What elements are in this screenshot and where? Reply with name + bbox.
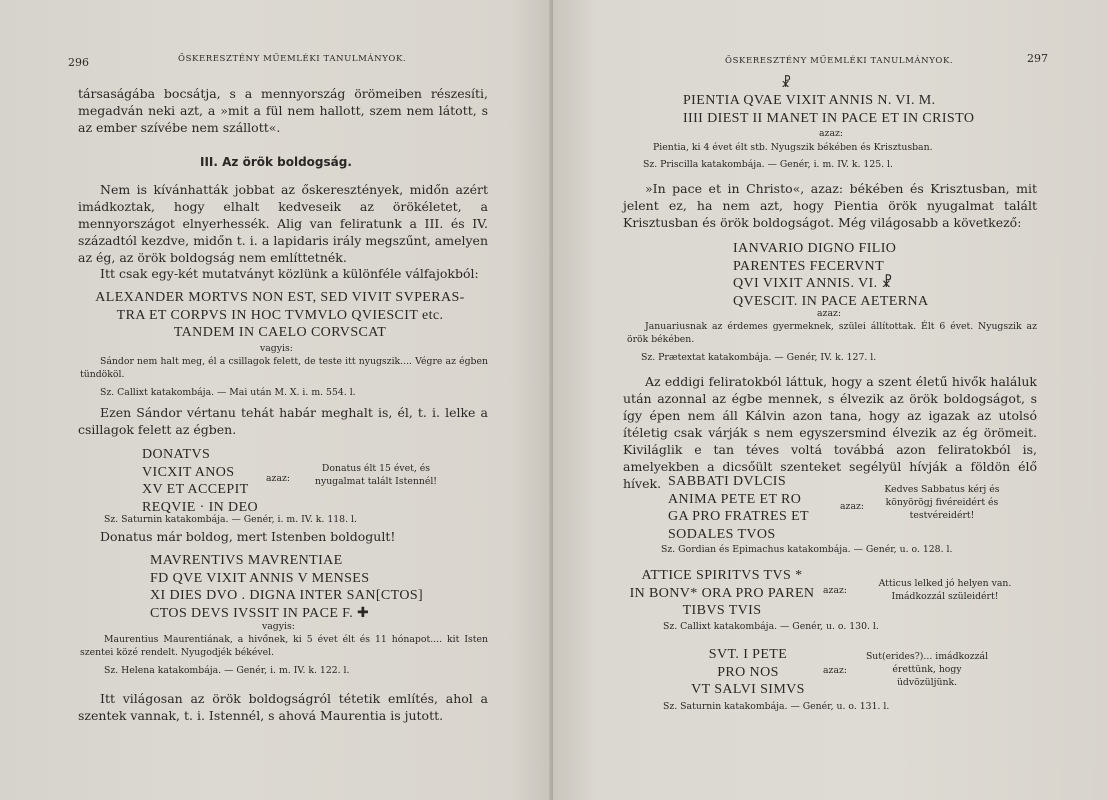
section-heading: III. Az örök boldogság. — [200, 155, 352, 169]
inscription — [683, 92, 974, 127]
inscription-line: GA PRO FRATRES ET — [668, 509, 809, 524]
inscription-line: TRA ET CORPVS IN HOC TVMVLO QVIESCIT etc. — [116, 307, 444, 323]
inscription — [106, 446, 258, 516]
source-citation: Sz. Callixt katakombája. — Genér, u. o. 130. l. — [663, 621, 879, 632]
intro-paragraph: társaságába bocsátja, s a mennyország örömeiben részesíti, megadván neki azt, a »mit a fül nem hallott, szem nem látott, s az ember szívébe nem szállott«. — [78, 86, 488, 135]
page-number: 297 — [1027, 52, 1048, 65]
inscription-line: DONATVS — [142, 447, 211, 462]
azaz-label: azaz: — [819, 128, 844, 139]
right-page — [553, 0, 1107, 800]
source-citation: Sz. Priscilla katakombája. — Genér, i. m. IV. k. 125. l. — [643, 159, 893, 170]
source-citation: Sz. Callixt katakombája. — Mai után M. X. i. m. 554. l. — [100, 387, 356, 398]
inscription — [623, 567, 821, 620]
inscription-line: SVT. I PETE — [708, 647, 788, 662]
inscription-line: PIENTIA QVAE VIXIT ANNIS N. VI. M. — [683, 93, 936, 108]
source-citation: Sz. Saturnin katakombája. — Genér, i. m. IV. k. 118. l. — [104, 514, 357, 525]
inscription-line: ALEXANDER MORTVS NON EST, SED VIVIT SVPERAS- — [95, 290, 465, 305]
translation: Kedves Sabbatus kérj és könyörögj fivéreidért és testvéreidért! — [884, 484, 1000, 521]
source-citation: Sz. Helena katakombája. — Genér, i. m. IV. k. 122. l. — [104, 665, 350, 676]
inscription-line: IANVARIO DIGNO FILIO — [733, 241, 897, 256]
inscription-line: PRO NOS — [717, 664, 779, 680]
inscription-line: FD QVE VIXIT ANNIS V MENSES — [150, 570, 370, 586]
source-citation: Sz. Saturnin katakombája. — Genér, u. o. 131. l. — [663, 701, 890, 712]
vagyis-label: vagyis: — [260, 343, 293, 354]
azaz-label: azaz: — [840, 501, 865, 512]
paragraph: Nem is kívánhatták jobbat az őskeresztények, midőn azért imádkoztak, hogy elhalt kedveseik az örökéletet, a mennyországot elnyerhessék. Alig van feliratunk a III. és IV. századtól kezdve, midőn t. i. a lapidaris irály megszűnt, amelyen az ég, az örök boldogság nem említtetnék. — [78, 182, 488, 265]
paragraph: Ezen Sándor vértanu tehát habár meghalt is, él, t. i. lelke a csillagok felett az égben. — [78, 405, 488, 437]
paragraph: Az eddigi feliratokból láttuk, hogy a szent életű hivők haláluk után azonnal az égbe mennek, s élvezik az örök boldogságot, s így épen nem áll Kálvin azon tana, hogy az igazak az utolsó ítéletig csak várják s nem egyszersmind élvezik az ég örömeit. Kiviláglik e tan téves voltá továbbá azon feliratokból is, amelyekben a dicsőült szenteket segélyül hívják a földön élő hívek. — [623, 374, 1037, 491]
inscription — [733, 240, 929, 310]
inscription-line: ATTICE SPIRITVS TVS * — [641, 568, 803, 583]
source-citation: Sz. Prætextat katakombája. — Genér, IV. k. 127. l. — [641, 352, 877, 363]
inscription-line: MAVRENTIVS MAVRENTIAE — [150, 553, 343, 568]
paragraph: Itt világosan az örök boldogságról tétetik említés, ahol a szentek vannak, t. i. Istennél, s ahová Maurentia is jutott. — [78, 691, 488, 723]
running-head: ŐSKERESZTÉNY MŰEMLÉKI TANULMÁNYOK. — [725, 56, 954, 66]
inscription-line: SODALES TVOS — [668, 526, 776, 542]
inscription-line: VICXIT ANOS — [142, 464, 235, 480]
azaz-label: azaz: — [266, 473, 291, 484]
inscription — [70, 289, 490, 342]
chi-rho-icon: ☧ — [781, 76, 792, 91]
inscription-line: XV ET ACCEPIT — [142, 482, 249, 497]
translation: Sut(erides?)... imádkozzál érettünk, hogy üdvözüljünk. — [865, 651, 989, 688]
inscription-line: CTOS DEVS IVSSIT IN PACE F. ✚ — [150, 605, 370, 621]
inscription — [668, 473, 809, 543]
inscription-line: VT SALVI SIMVS — [691, 682, 805, 697]
inscription-line: IIII DIEST II MANET IN PACE ET IN CRISTO — [683, 110, 975, 126]
translation: Januariusnak az érdemes gyermeknek, szülei állítottak. Élt 6 évet. Nyugszik az örök békében. — [627, 321, 1037, 345]
vagyis-label: vagyis: — [262, 621, 295, 632]
page-number: 296 — [68, 56, 89, 69]
inscription — [673, 646, 823, 699]
paragraph: »In pace et in Christo«, azaz: békében és Krisztusban, mit jelent ez, ha nem azt, hogy Pientia örök nyugalmat talált Krisztusban és örök boldogságot. Még világosabb a következő: — [623, 181, 1037, 230]
inscription-line: ANIMA PETE ET RO — [668, 491, 802, 507]
translation: Donatus élt 15 évet, és nyugalmat talált Istennél! — [314, 463, 438, 487]
paragraph: Itt csak egy-két mutatványt közlünk a különféle válfajokból: — [100, 266, 479, 281]
inscription-line: REQVIE · IN DEO — [142, 499, 259, 515]
inscription — [150, 552, 423, 622]
translation: Sándor nem halt meg, él a csillagok felett, de teste itt nyugszik.... Végre az égben tündököl. — [80, 356, 488, 380]
inscription-line: QVI VIXIT ANNIS. VI. ☧ — [733, 276, 893, 291]
azaz-label: azaz: — [817, 308, 842, 319]
inscription-line: TANDEM IN CAELO CORVSCAT — [173, 325, 387, 340]
translation: Atticus lelked jó helyen van. Imádkozzál szüleidért! — [878, 578, 1012, 602]
inscription-line: TIBVS TVIS — [682, 603, 762, 618]
inscription-line: PARENTES FECERVNT — [733, 258, 885, 274]
inscription-line: SABBATI DVLCIS — [668, 474, 787, 489]
inscription-line: QVESCIT. IN PACE AETERNA — [733, 293, 929, 309]
inscription-line: XI DIES DVO . DIGNA INTER SAN[CTOS] — [150, 588, 424, 603]
running-head: ŐSKERESZTÉNY MŰEMLÉKI TANULMÁNYOK. — [178, 54, 407, 64]
azaz-label: azaz: — [823, 585, 848, 596]
source-citation: Sz. Gordian és Epimachus katakombája. — Genér, u. o. 128. l. — [661, 544, 953, 555]
inscription-line: IN BONV* ORA PRO PAREN — [629, 585, 815, 601]
left-page — [0, 0, 553, 800]
translation: Maurentius Maurentiának, a hivőnek, ki 5 évet élt és 11 hónapot.... kit Isten szentei közé rendelt. Nyugodjék békével. — [80, 634, 488, 658]
paragraph: Donatus már boldog, mert Istenben boldogult! — [100, 529, 396, 544]
azaz-label: azaz: — [823, 665, 848, 676]
translation: Pientia, ki 4 évet élt stb. Nyugszik békében és Krisztusban. — [653, 142, 933, 153]
